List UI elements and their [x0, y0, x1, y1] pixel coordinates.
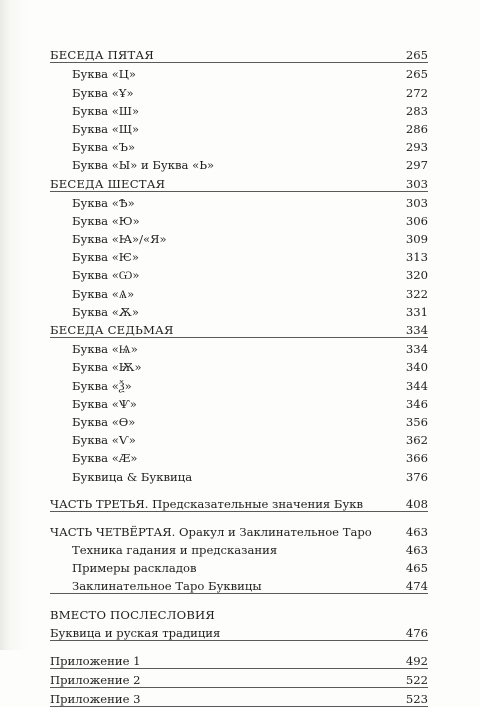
entry-label: Буква «Ѱ»: [72, 396, 137, 411]
page-number: 376: [405, 469, 428, 484]
toc-entry: [50, 539, 428, 557]
page-number: 523: [405, 692, 428, 707]
toc-entry: [50, 393, 428, 411]
page-number: 283: [405, 103, 428, 118]
page-number: 344: [405, 378, 428, 393]
page-number: 313: [405, 250, 428, 265]
toc-entry: [50, 63, 428, 81]
afterword-title: ВМЕСТО ПОСЛЕСЛОВИЯ: [50, 607, 215, 622]
toc-part-heading: [50, 493, 428, 512]
part-title: ЧАСТЬ ЧЕТВЁРТАЯ. Оракул и Заклинательное Таро: [50, 524, 372, 539]
page-number: 286: [405, 121, 428, 136]
toc-entry: [50, 356, 428, 374]
page-number: 309: [405, 232, 428, 247]
page-number: 474: [405, 579, 428, 594]
page-number: 334: [405, 323, 428, 337]
entry-label: Буква «Ѩ»: [72, 342, 138, 357]
entry-label: Буква «Ѳ»: [72, 414, 136, 429]
page-number: 334: [405, 342, 428, 357]
toc-appendix: [50, 650, 428, 669]
section-title: БЕСЕДА ПЯТАЯ: [50, 48, 154, 63]
page-number: 346: [405, 396, 428, 411]
entry-label: Буква «Ѯ»: [72, 378, 132, 393]
toc-section-heading: [50, 319, 428, 338]
entry-label: Буква «Ѫ»: [72, 304, 139, 319]
toc-entry: [50, 301, 428, 319]
entry-label: Буквица и руская традиция: [50, 625, 221, 640]
page-number: 522: [405, 673, 428, 688]
entry-label: Буква «Ц»: [72, 67, 137, 82]
toc-entry: [50, 465, 428, 483]
page-number: 356: [405, 414, 428, 429]
page-number: 293: [405, 140, 428, 155]
page-number: 322: [405, 286, 428, 301]
page-number: 366: [405, 451, 428, 466]
page-number: 297: [405, 158, 428, 173]
toc-entry: [50, 136, 428, 154]
page-number: 306: [405, 213, 428, 228]
toc-entry: [50, 81, 428, 99]
toc-entry: [50, 192, 428, 210]
toc-section-heading: [50, 44, 428, 63]
page-number: 492: [405, 654, 428, 668]
toc-part-heading: [50, 521, 428, 539]
page-number: 272: [405, 85, 428, 100]
entry-label: Буква «Ю»: [72, 213, 140, 228]
toc-afterword-heading: [50, 603, 428, 621]
page-number: 362: [405, 433, 428, 448]
toc-entry: [50, 282, 428, 300]
toc-entry: [50, 246, 428, 264]
entry-label: Приложение 2: [50, 673, 141, 688]
toc-entry: [50, 575, 428, 594]
toc-entry: [50, 228, 428, 246]
entry-label: Буква «Ѵ»: [72, 433, 136, 448]
entry-label: Техника гадания и предсказания: [72, 543, 278, 558]
toc-entry: [50, 429, 428, 447]
entry-label: Буква «Ꙗ»/«Я»: [72, 232, 167, 247]
page-number: 303: [405, 176, 428, 191]
page-number: 320: [405, 268, 428, 283]
section-title: БЕСЕДА ШЕСТАЯ: [50, 176, 166, 191]
entry-label: Буква «Ѥ»: [72, 250, 139, 265]
toc-entry: [50, 622, 428, 641]
toc-section-heading: [50, 172, 428, 191]
toc-entry: [50, 338, 428, 356]
page-number: 265: [405, 48, 428, 63]
toc-entry: [50, 447, 428, 465]
toc-entry: [50, 264, 428, 282]
toc-entry: [50, 210, 428, 228]
entry-label: Буква «Ӕ»: [72, 451, 138, 466]
entry-label: Буква «Ш»: [72, 103, 140, 118]
entry-label: Буквица & Буквица: [72, 469, 193, 484]
part-title: ЧАСТЬ ТРЕТЬЯ. Предсказательные значения Букв: [50, 496, 364, 511]
entry-label: Заклинательное Таро Буквицы: [72, 579, 262, 594]
page-number: 408: [405, 496, 428, 511]
toc-entry: [50, 411, 428, 429]
page-number: 340: [405, 360, 428, 375]
table-of-contents: [50, 44, 428, 707]
entry-label: Примеры раскладов: [72, 561, 197, 576]
entry-label: Буква «Ъ»: [72, 140, 136, 155]
page-number: 463: [405, 524, 428, 539]
toc-entry: [50, 154, 428, 172]
entry-label: Буква «Ы» и Буква «Ь»: [72, 158, 215, 173]
entry-label: Буква «Ұ»: [72, 85, 134, 100]
entry-label: Буква «Щ»: [72, 121, 140, 136]
page-number: 476: [405, 625, 428, 640]
page-number: 465: [405, 561, 428, 576]
entry-label: Буква «Ѡ»: [72, 268, 140, 283]
page-number: 463: [405, 543, 428, 558]
section-title: БЕСЕДА СЕДЬМАЯ: [50, 323, 174, 337]
toc-entry: [50, 100, 428, 118]
page-number: 265: [405, 67, 428, 82]
toc-appendix: [50, 669, 428, 688]
toc-entry: [50, 118, 428, 136]
entry-label: Приложение 3: [50, 692, 141, 707]
entry-label: Буква «Ѧ»: [72, 286, 135, 301]
entry-label: Буква «Ѣ»: [72, 195, 135, 210]
page-number: 331: [405, 304, 428, 319]
toc-entry: [50, 374, 428, 392]
toc-appendix: [50, 688, 428, 707]
entry-label: Буква «Ѭ»: [72, 360, 142, 375]
entry-label: Приложение 1: [50, 654, 141, 668]
page-number: 303: [405, 195, 428, 210]
toc-entry: [50, 557, 428, 575]
